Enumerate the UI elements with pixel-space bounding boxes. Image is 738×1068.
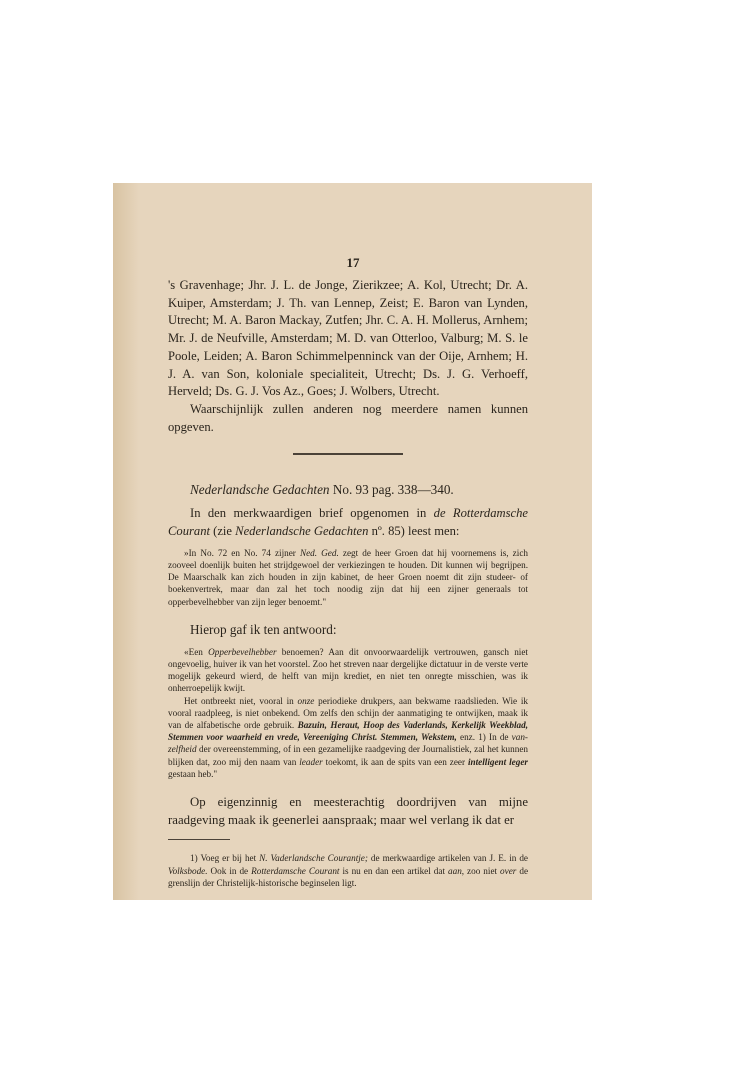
- quote-1-text-1: »In No. 72 en No. 74 zijner: [184, 547, 300, 558]
- footnote-italic-5: over: [500, 865, 517, 876]
- quote-2-p2-italic-2: Bazuin, Heraut, Hoop des Vaderlands, Kerkelijk Weekblad, Stemmen voor waarheid en vrede, Vereeniging Christ. Stemmen, Wekstem,: [168, 719, 529, 743]
- quote-2-p2-italic-1: onze: [297, 695, 315, 706]
- scanned-page: [113, 183, 592, 900]
- section-divider: [293, 453, 403, 455]
- intro-line-text-2: (zie: [210, 524, 236, 539]
- quote-2-p2-italic-5: intelligent leger: [467, 756, 528, 767]
- intro-line-italic-1: de Rotterdamsche Courant: [168, 506, 528, 539]
- footnote-text-3: Ook in de: [207, 865, 252, 876]
- page-edge-shadow: [113, 183, 139, 900]
- quote-1-paragraph: [168, 547, 528, 608]
- quote-2-paragraph-1: [168, 646, 528, 695]
- footnote-italic-1: N. Vaderlandsche Courantje;: [259, 852, 368, 863]
- closing-paragraph: Waarschijnlijk zullen anderen nog meerdere namen kunnen opgeven.: [168, 401, 528, 434]
- quote-2-p2-text-3: enz. 1) In de: [456, 732, 512, 743]
- intro-line: [168, 505, 528, 540]
- footnote-text-6: de grenslijn der Christelijk-historische beginselen ligt.: [168, 865, 529, 889]
- section-heading: [190, 481, 528, 499]
- intro-paragraph: 's Gravenhage; Jhr. J. L. de Jonge, Zierikzee; A. Kol, Utrecht; Dr. A. Kuiper, Amsterdam; J. Th. van Lennep, Zeist; E. Baron van Lynden, Utrecht; M. A. Baron Mackay, Zutfen; Jhr. C. A. H. Mollerus, Arnhem; Mr. J. de Neufville, Amsterdam; M. D. van Otterloo, Valburg; M. S. le Poole, Leiden; A. Baron Schimmelpenninck van der Oije, Arnhem; H. J. A. van Son, koloniale specialiteit, Utrecht; Ds. J. G. Verhoeff, Herveld; Ds. G. J. Vos Az., Goes; J. Wolbers, Utrecht.: [168, 278, 528, 399]
- section-heading-title: Nederlandsche Gedachten: [190, 482, 330, 498]
- footnote-italic-4: aan: [448, 865, 462, 876]
- quote-2-p2-italic-3: van-zelfheid: [168, 732, 528, 755]
- footnote-text-1: 1) Voeg er bij het: [190, 852, 260, 863]
- quote-1: [168, 547, 528, 608]
- paragraph-2: Op eigenzinnig en meesterachtig doordrijven van mijne raadgeving maak ik geenerlei aanspraak; maar wel verlang ik dat er: [168, 794, 528, 827]
- subheading: Hierop gaf ik ten antwoord:: [190, 621, 337, 637]
- quote-1-italic-1: Ned. Ged.: [299, 547, 339, 558]
- quote-2-p2-text-2: periodieke drukpers, aan bekwame raadslieden. Wie ik vooral raadpleeg, is niet onbekend. Om zelfs den schijn der aanmatiging te ontwijken, maak ik van de alfabetische orde gebruik.: [168, 695, 529, 730]
- footnote-divider: [168, 839, 230, 840]
- quote-2-p2-text-1: Het ontbreekt niet, vooral in: [184, 695, 298, 706]
- quote-2-p2-text-5: toekomt, ik aan de spits van een zeer: [322, 756, 468, 767]
- page-content: [168, 255, 528, 890]
- quote-2: [168, 646, 528, 780]
- quote-2-p2-text-4: der overeenstemming, of in een gezamelijke raadgeving der Journalistiek, zal het kunnen blijken dat, zoo mij den naam van: [168, 744, 528, 767]
- footnote: [168, 852, 528, 890]
- footnote-italic-3: Rotterdamsche Courant: [251, 865, 340, 876]
- quote-2-paragraph-2: [168, 695, 528, 780]
- footnote-text-2: de merkwaardige artikelen van J. E. in de: [367, 852, 528, 863]
- intro-line-italic-2: Nederlandsche Gedachten: [235, 524, 369, 539]
- quote-2-p1-italic-1: Opperbevelhebber: [208, 646, 277, 657]
- footnote-text-4: is nu en dan een artikel dat: [339, 865, 448, 876]
- intro-line-text-1: In den merkwaardigen brief opgenomen in: [190, 506, 434, 521]
- quote-2-p2-text-6: gestaan heb.": [168, 768, 218, 779]
- quote-2-p1-text-1: «Een: [184, 646, 209, 657]
- page-number: 17: [346, 255, 360, 270]
- section-heading-ref: No. 93 pag. 338—340.: [332, 482, 454, 498]
- intro-line-text-3: nº. 85) leest men:: [368, 524, 460, 539]
- quote-2-p2-italic-4: leader: [299, 756, 323, 767]
- quote-2-p1-text-2: benoemen? Aan dit onvoorwaardelijk vertrouwen, gansch niet ongevoelig, huiver ik van het voorstel. Zoo het streven naar dergelijke dictatuur in de verste verte mogelijk gekeurd wierd, de helft van mijn krediet, en niet ten onregte misschien, was ik onherroepelijk kwijt.: [168, 646, 528, 694]
- footnote-text-5: , zoo niet: [461, 865, 501, 876]
- footnote-italic-2: Volksbode.: [168, 865, 208, 876]
- quote-1-text-2: zegt de heer Groen dat hij voornemens is, zich zooveel doenlijk buiten het strijdgewoel der verkiezingen te houden. Dit kunnen wij begrijpen. De Maarschalk kan zich houden in zijn kabinet, de heer Groen noemt dit zijn studeer- of boekenvertrek, maar dan zal het toch noodig zijn dat hij een zijner generaals tot opperbevelhebber van zijn leger benoemt.": [168, 547, 528, 607]
